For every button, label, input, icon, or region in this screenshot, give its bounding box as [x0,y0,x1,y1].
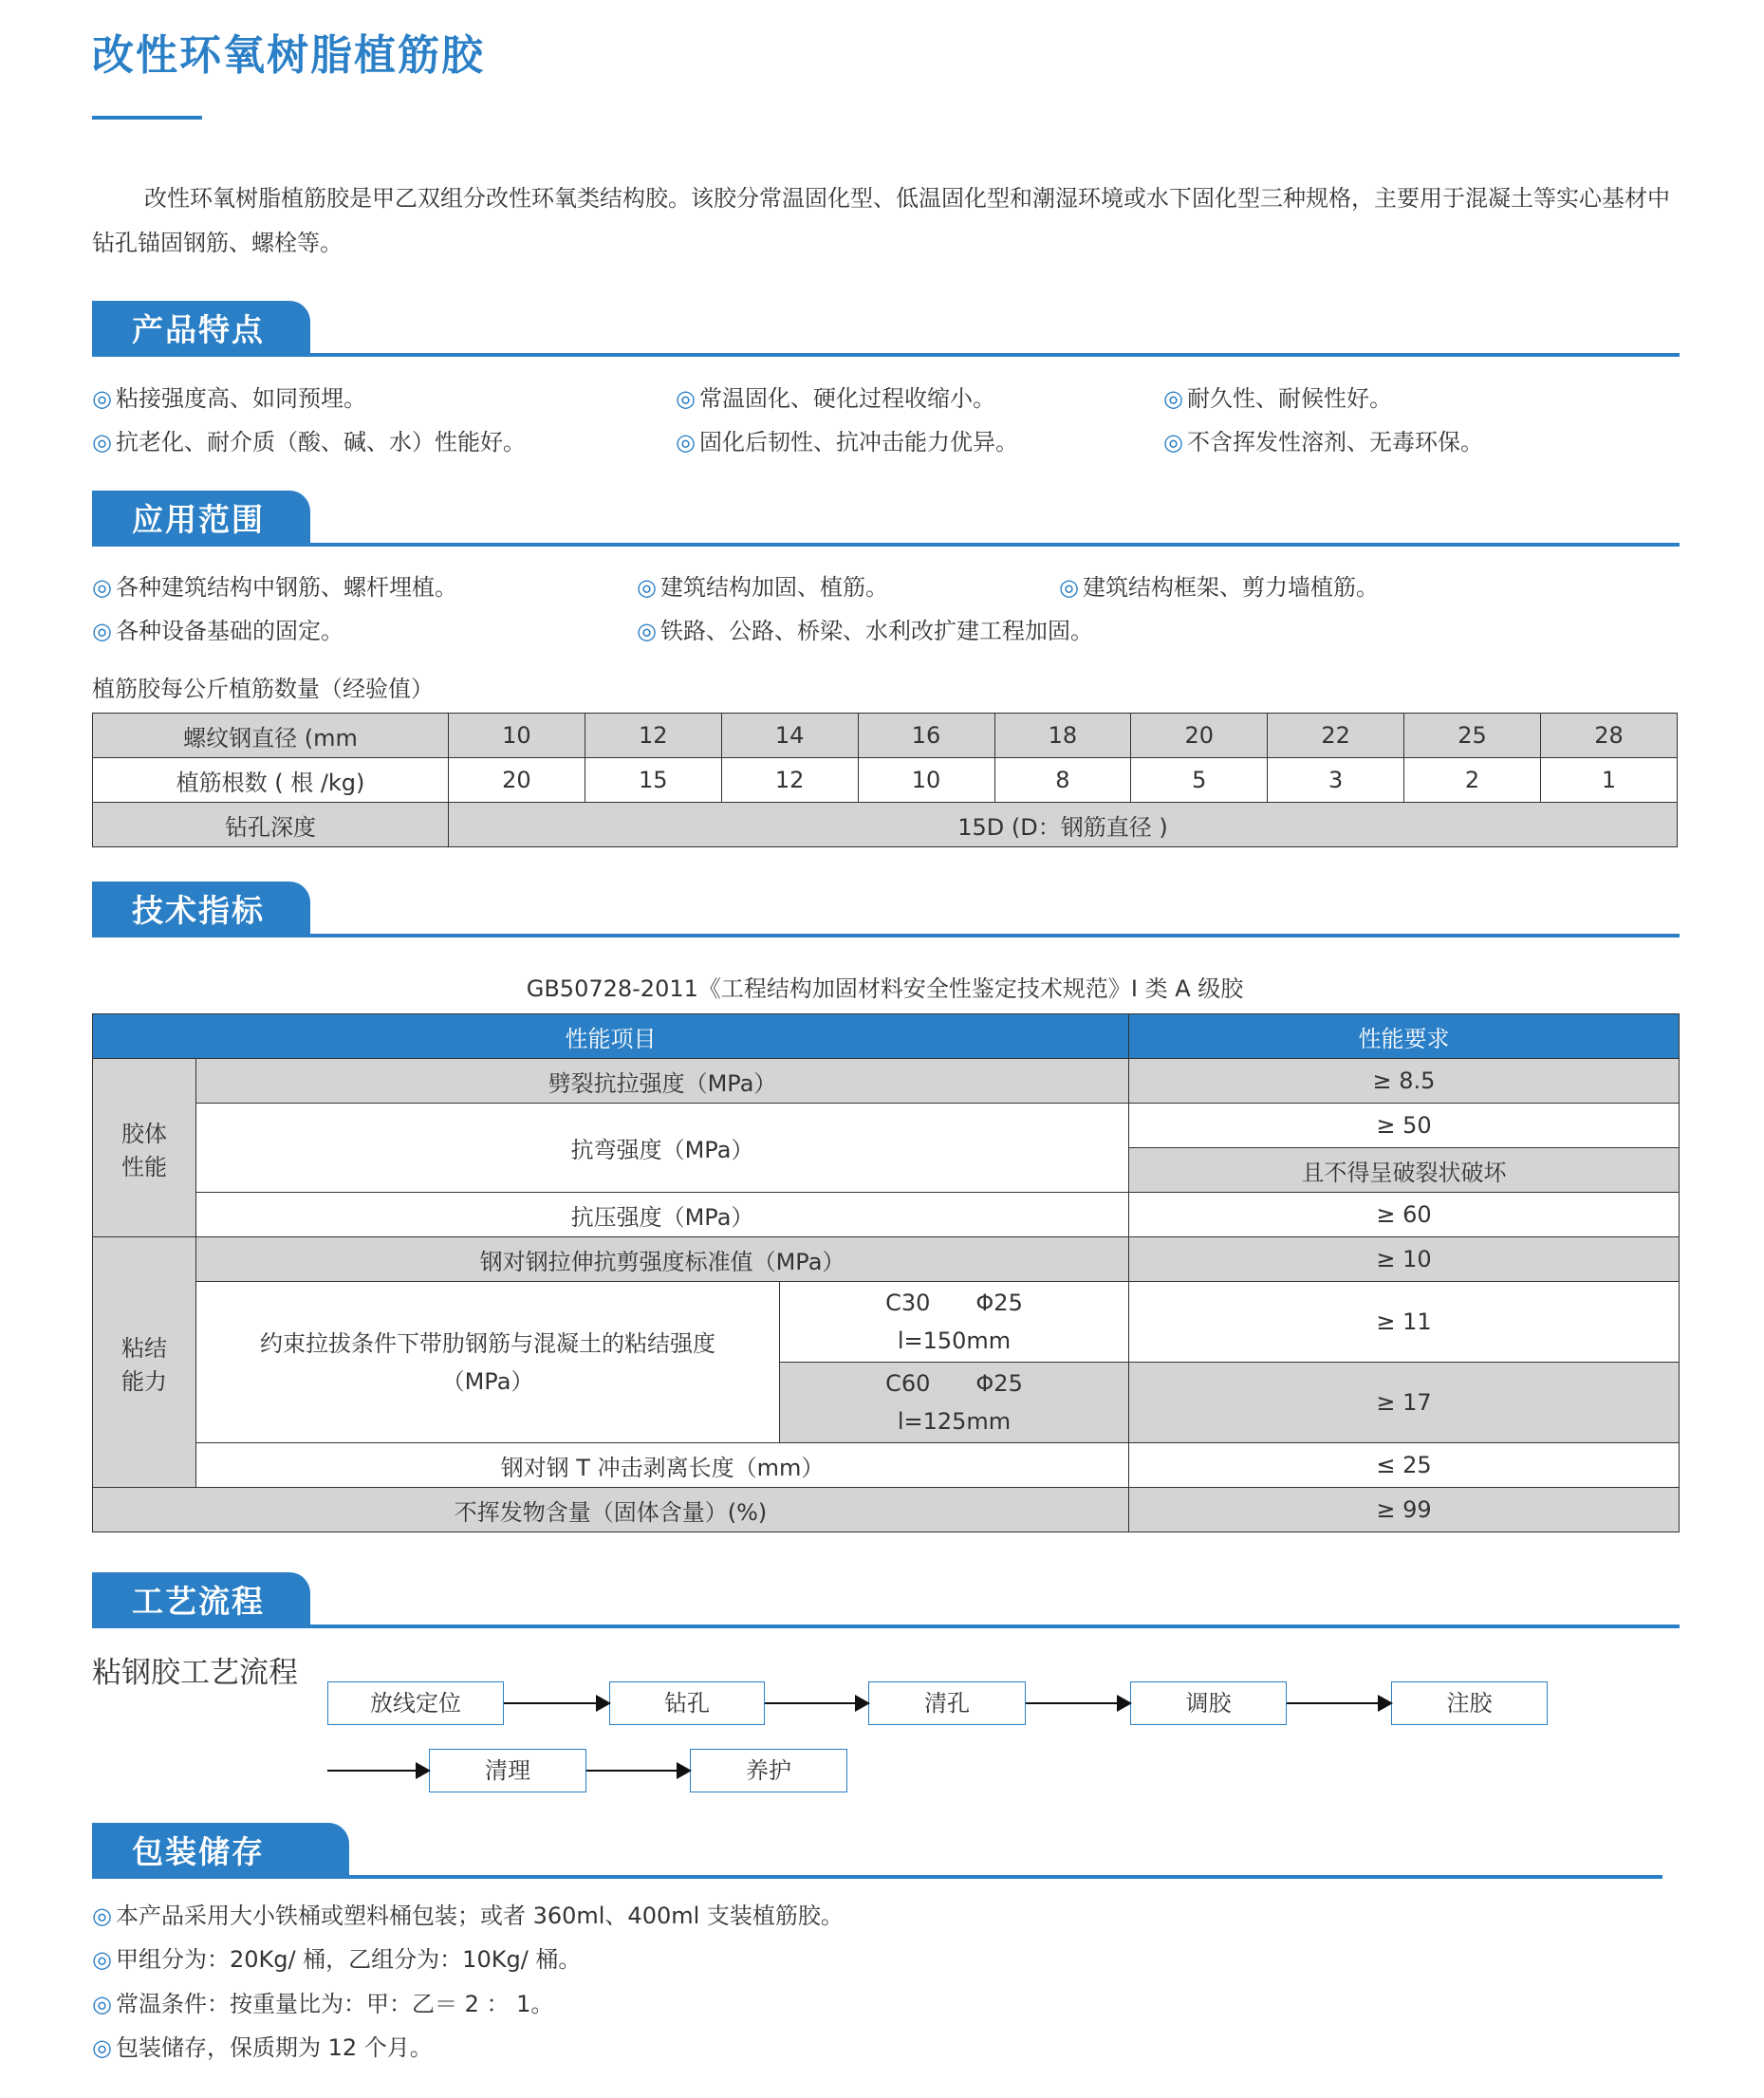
cell: 钢对钢拉伸抗剪强度标准值（MPa） [196,1237,1129,1282]
bullet-icon: ◎ [92,574,112,601]
item-text: 常温固化、硬化过程收缩小。 [698,385,995,412]
intro-paragraph: 改性环氧树脂植筋胶是甲乙双组分改性环氧类结构胶。该胶分常温固化型、低温固化型和潮湿环境或水下固化型三种规格，主要用于混凝土等实心基材中钻孔锚固钢筋、螺栓等。 [92,185,1670,256]
process-subtitle: 粘钢胶工艺流程 [92,1656,298,1690]
item-text: 铁路、公路、桥梁、水利改扩建工程加固。 [659,618,1093,644]
item-text: 包装储存，保质期为 12 个月。 [115,2034,433,2061]
bullet-icon: ◎ [92,1946,112,1973]
arrow-right-icon [1026,1702,1130,1704]
diameter-cell: 18 [994,714,1131,758]
process-step: 放线定位 [327,1681,504,1725]
item-text: 建筑结构加固、植筋。 [659,574,888,601]
feature-item [676,380,995,413]
cell: C30 Φ25 l=150mm [780,1282,1129,1363]
diameter-cell: 14 [721,714,858,758]
bullet-icon: ◎ [92,1991,112,2017]
application-item [92,612,344,645]
count-cell: 20 [449,758,585,803]
count-cell: 5 [1131,758,1268,803]
section-title: 产品特点 [92,301,310,357]
cell: 抗弯强度（MPa） [196,1104,1129,1193]
item-text: 甲组分为：20Kg/ 桶，乙组分为：10Kg/ 桶。 [115,1946,582,1973]
application-item [637,568,888,602]
process-step: 钻孔 [609,1681,765,1725]
feature-item [1163,423,1483,456]
process-step: 注胶 [1391,1681,1548,1725]
arrow-right-icon [1287,1702,1391,1704]
count-cell: 15 [585,758,721,803]
cell: 且不得呈破裂状破坏 [1129,1148,1680,1193]
arrow-right-icon [504,1702,609,1704]
item-text: 抗老化、耐介质（酸、碱、水）性能好。 [115,429,526,455]
row-label: 植筋根数 ( 根 /kg) [93,758,449,803]
item-text: 各种设备基础的固定。 [115,618,344,644]
section-title: 技术指标 [92,882,310,938]
item-text: 本产品采用大小铁桶或塑料桶包装；或者 360ml、400ml 支装植筋胶。 [115,1903,844,1929]
count-cell: 2 [1404,758,1541,803]
application-item [1059,568,1379,602]
cell: C60 Φ25 l=125mm [780,1363,1129,1443]
count-cell: 1 [1541,758,1678,803]
feature-item [1163,380,1392,413]
section-title: 包装储存 [92,1823,349,1879]
item-text: 常温条件：按重量比为：甲：乙＝ 2 ： 1。 [115,1991,554,2017]
cell: ≥ 60 [1129,1193,1680,1237]
cell: ≥ 50 [1129,1104,1680,1148]
count-cell: 10 [858,758,994,803]
row-label: 钻孔深度 [93,803,449,847]
item-text: 不含挥发性溶剂、无毒环保。 [1186,429,1483,455]
group-label: 粘结 能力 [93,1237,196,1488]
cell: 钢对钢 T 冲击剥离长度（mm） [196,1443,1129,1488]
diameter-cell: 28 [1541,714,1678,758]
arrow-right-icon [586,1770,690,1772]
process-step: 清理 [429,1749,586,1792]
bullet-icon: ◎ [92,1903,112,1929]
cell: 约束拉拔条件下带肋钢筋与混凝土的粘结强度（MPa） [196,1282,780,1443]
arrow-right-icon [327,1770,429,1772]
cell: ≥ 17 [1129,1363,1680,1443]
section-features-header [92,301,1680,357]
arrow-right-icon [765,1702,868,1704]
feature-item [92,380,366,413]
table-caption: 植筋胶每公斤植筋数量（经验值） [92,676,434,702]
cell: 劈裂抗拉强度（MPa） [196,1059,1129,1104]
item-text: 粘接强度高、如同预埋。 [115,385,366,412]
bullet-icon: ◎ [637,618,657,644]
section-title: 应用范围 [92,491,310,547]
diameter-cell: 20 [1131,714,1268,758]
section-tech-header [92,882,1680,938]
cell: ≤ 25 [1129,1443,1680,1488]
bullet-icon: ◎ [1163,429,1183,455]
diameter-cell: 22 [1268,714,1404,758]
header-item: 性能项目 [93,1014,1129,1059]
page-title: 改性环氧树脂植筋胶 [92,31,485,80]
diameter-cell: 12 [585,714,721,758]
item-text: 耐久性、耐候性好。 [1186,385,1392,412]
tech-table [92,1013,1680,1532]
cell: ≥ 11 [1129,1282,1680,1363]
diameter-cell: 16 [858,714,994,758]
feature-item [92,423,526,456]
cell: ≥ 10 [1129,1237,1680,1282]
bullet-icon: ◎ [92,2034,112,2061]
rebar-table [92,713,1678,847]
bullet-icon: ◎ [1163,385,1183,412]
diameter-cell: 25 [1404,714,1541,758]
section-title: 工艺流程 [92,1572,310,1628]
bullet-icon: ◎ [676,429,696,455]
packaging-item [92,1897,844,1930]
standard-caption: GB50728-2011《工程结构加固材料安全性鉴定技术规范》I 类 A 级胶 [526,975,1244,1002]
process-step: 清孔 [868,1681,1026,1725]
process-step: 养护 [690,1749,847,1792]
cell: ≥ 99 [1129,1488,1680,1532]
packaging-item [92,1940,581,1974]
item-text: 建筑结构框架、剪力墙植筋。 [1082,574,1379,601]
header-requirement: 性能要求 [1129,1014,1680,1059]
packaging-item [92,1985,553,2018]
process-step: 调胶 [1130,1681,1287,1725]
count-cell: 8 [994,758,1131,803]
bullet-icon: ◎ [92,385,112,412]
bullet-icon: ◎ [92,618,112,644]
application-item [92,568,457,602]
bullet-icon: ◎ [1059,574,1079,601]
section-packaging-header [92,1823,1662,1879]
feature-item [676,423,1018,456]
group-label: 胶体 性能 [93,1059,196,1237]
item-text: 固化后韧性、抗冲击能力优异。 [698,429,1018,455]
title-underline [92,116,202,120]
section-process-header [92,1572,1680,1628]
bullet-icon: ◎ [92,429,112,455]
cell: 抗压强度（MPa） [196,1193,1129,1237]
bullet-icon: ◎ [637,574,657,601]
row-label: 螺纹钢直径 (mm [93,714,449,758]
count-cell: 12 [721,758,858,803]
diameter-cell: 10 [449,714,585,758]
section-applications-header [92,491,1680,547]
packaging-item [92,2029,433,2062]
depth-value: 15D (D：钢筋直径 ) [449,803,1678,847]
application-item [637,612,1093,645]
cell: ≥ 8.5 [1129,1059,1680,1104]
cell: 不挥发物含量（固体含量）(%) [93,1488,1129,1532]
bullet-icon: ◎ [676,385,696,412]
item-text: 各种建筑结构中钢筋、螺杆埋植。 [115,574,457,601]
count-cell: 3 [1268,758,1404,803]
